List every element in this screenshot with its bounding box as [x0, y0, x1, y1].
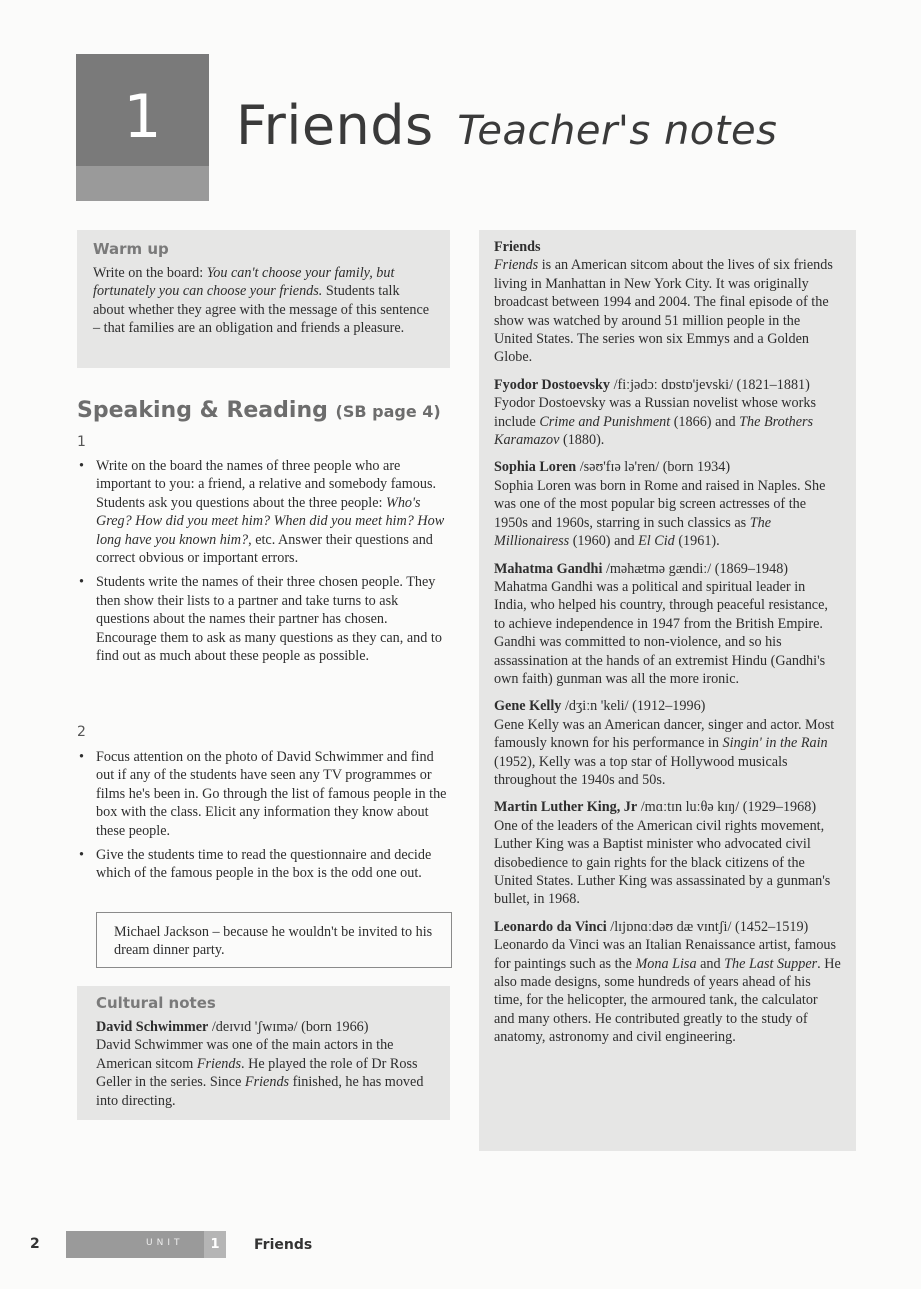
entry-text: is an American sitcom about the lives of six friends living in Manhattan in New York City. It was originally broadcast between 1994 and 2004. The final episode of the show was watched by around 51 million people in the United States. The series won six Emmys and a Golden Globe. — [494, 257, 833, 366]
entry-name: David Schwimmer — [96, 1019, 209, 1035]
entry-italic: Crime and Punishment — [539, 413, 671, 430]
entry-text: finished, he has moved into directing. — [96, 1074, 424, 1109]
warm-up-quote: You can't choose your family, but fortunately you can choose your friends. — [93, 265, 395, 300]
note-king — [494, 798, 841, 908]
entry-text: (1880). — [559, 432, 605, 449]
section-title-text: Speaking & Reading — [77, 398, 328, 423]
page-title — [236, 94, 777, 157]
entry-name: Mahatma Gandhi — [494, 560, 603, 577]
note-dostoevsky — [494, 376, 841, 450]
answer-box — [96, 912, 452, 968]
entry-text: (1960) and — [569, 533, 639, 550]
title-subtitle: Teacher's notes — [457, 108, 778, 154]
note-kelly — [494, 697, 841, 789]
bullet-text: , etc. Answer their questions and correct obvious or important errors. — [96, 531, 433, 567]
warm-up-post: Students talk about whether they agree with the message of this sentence – that families are an obligation and friends a pleasure. — [93, 283, 430, 337]
entry-pronunciation: /səʊ'fɪə lə'ren/ (born 1934) — [576, 459, 731, 476]
section-page-ref: (SB page 4) — [335, 402, 441, 421]
warm-up-text — [93, 264, 434, 338]
entry-name: Leonardo da Vinci — [494, 918, 607, 935]
entry-italic: The Millionairess — [494, 514, 772, 550]
section-title — [77, 398, 441, 423]
list-item: • Students write the names of their three chosen people. They then show their lists to a partner and take turns to ask questions about the names their partner has chosen. Encourage them to ask as many questions as they can, and to find out as much about these people as possible. — [77, 573, 451, 665]
bullet-text: Write on the board the names of three people who are important to you: a friend, a relative and somebody famous. Students ask you questions about the three people: — [96, 458, 437, 511]
entry-text: (1866) and — [670, 413, 740, 430]
entry-text: (1961). — [674, 533, 720, 550]
entry-name: Friends — [494, 239, 541, 255]
cultural-notes-heading: Cultural notes — [96, 994, 216, 1012]
cultural-notes-column — [479, 230, 856, 1151]
entry-text: (1952), Kelly was a top star of Hollywood musicals throughout the 1940s and 50s. — [494, 753, 788, 788]
bullet-italic: Who's Greg? How did you meet him? When did you meet him? How long have you known him? — [96, 494, 445, 548]
entry-pronunciation: /fiːjədɔː dɒstɒ'jevski/ (1821–1881) — [610, 376, 810, 393]
entry-italic: Friends — [244, 1074, 290, 1091]
unit-box-stripe — [76, 166, 209, 201]
exercise-number-1: 1 — [77, 434, 86, 450]
cultural-note-entry — [96, 1018, 431, 1110]
entry-pronunciation: /deɪvɪd 'ʃwɪmə/ (born 1966) — [208, 1019, 369, 1035]
entry-name: Sophia Loren — [494, 459, 577, 476]
exercise-1-list — [77, 457, 451, 671]
entry-text: Sophia Loren was born in Rome and raised in Naples. She was one of the most popular big screen actresses of the 1950s and 1960s, starring in such classics as — [494, 477, 826, 531]
unit-number-box — [76, 54, 209, 201]
title-main: Friends — [236, 94, 434, 157]
warm-up-heading: Warm up — [93, 240, 169, 258]
entry-italic: Friends — [196, 1055, 241, 1072]
entry-italic: Mona Lisa — [635, 955, 697, 972]
exercise-number-2: 2 — [77, 724, 86, 740]
entry-pronunciation: /məhætmə gændiː/ (1869–1948) — [602, 560, 789, 577]
entry-pronunciation: /mɑːtɪn luːθə kɪŋ/ (1929–1968) — [637, 799, 817, 816]
warm-up-box — [77, 230, 450, 368]
note-loren — [494, 458, 841, 550]
entry-text: Fyodor Dostoevsky was a Russian novelist whose works include — [494, 395, 816, 430]
entry-text: Gene Kelly was an American dancer, singer and actor. Most famously known for his performance in — [494, 716, 835, 752]
footer-unit-label: UNIT — [146, 1238, 184, 1248]
entry-italic: The Last Supper — [724, 955, 818, 972]
footer-unit-number: 1 — [204, 1231, 226, 1258]
entry-text: David Schwimmer was one of the main actors in the American sitcom — [96, 1037, 394, 1072]
entry-italic: Singin' in the Rain — [722, 735, 828, 752]
entry-text: . He played the role of Dr Ross Geller in the series. Since — [96, 1055, 418, 1091]
entry-text: One of the leaders of the American civil rights movement, Luther King was a Baptist minister who advocated civil disobedience to gain rights for the black citizens of the United States. Luther King was assassinated by a gunman's bullet, in 1968. — [494, 817, 831, 908]
entry-text: and — [696, 955, 725, 972]
entry-text: . He also made designs, some hundreds of years ahead of his time, for the helicopter, the armoured tank, the calculator and many others. He contributed greatly to the study of anatomy, astronomy and civil engineering. — [494, 955, 841, 1046]
note-davinci — [494, 918, 841, 1047]
unit-number: 1 — [123, 82, 162, 152]
entry-pronunciation: /lɪjɒnɑːdəʊ dæ vɪntʃi/ (1452–1519) — [606, 918, 809, 935]
note-friends — [494, 238, 841, 367]
answer-text: Michael Jackson – because he wouldn't be invited to his dream dinner party. — [114, 924, 433, 959]
entry-italic: El Cid — [638, 533, 675, 550]
list-item: • Focus attention on the photo of David Schwimmer and find out if any of the students have seen any TV programmes or films he's been in. Go through the list of famous people in the box with the class. Elicit any information they know about these people. — [77, 748, 451, 840]
entry-text: Mahatma Gandhi was a political and spiritual leader in India, who helped his country, through peaceful resistance, to achieve independence in 1947 from the British Empire. Gandhi was committed to non-violence, and so his assassination at the hands of an extremist Hindu (Gandhi's own faith) gunman was all the more ironic. — [494, 578, 828, 687]
list-item — [77, 457, 451, 567]
page-number: 2 — [30, 1236, 40, 1252]
entry-pronunciation: /dʒiːn 'keli/ (1912–1996) — [561, 698, 706, 715]
entry-italic: The Brothers Karamazov — [494, 413, 814, 449]
entry-name: Gene Kelly — [494, 698, 562, 715]
cultural-notes-box — [77, 986, 450, 1120]
footer-title: Friends — [254, 1237, 313, 1253]
note-gandhi — [494, 560, 841, 689]
entry-text: Leonardo da Vinci was an Italian Renaissance artist, famous for paintings such as the — [494, 937, 837, 972]
list-item: • Give the students time to read the questionnaire and decide which of the famous people in the box is the odd one out. — [77, 846, 451, 883]
entry-name: Martin Luther King, Jr — [494, 799, 638, 816]
entry-italic: Friends — [494, 257, 539, 274]
warm-up-pre: Write on the board: — [93, 265, 207, 281]
entry-name: Fyodor Dostoevsky — [494, 376, 611, 393]
exercise-2-list — [77, 748, 451, 889]
